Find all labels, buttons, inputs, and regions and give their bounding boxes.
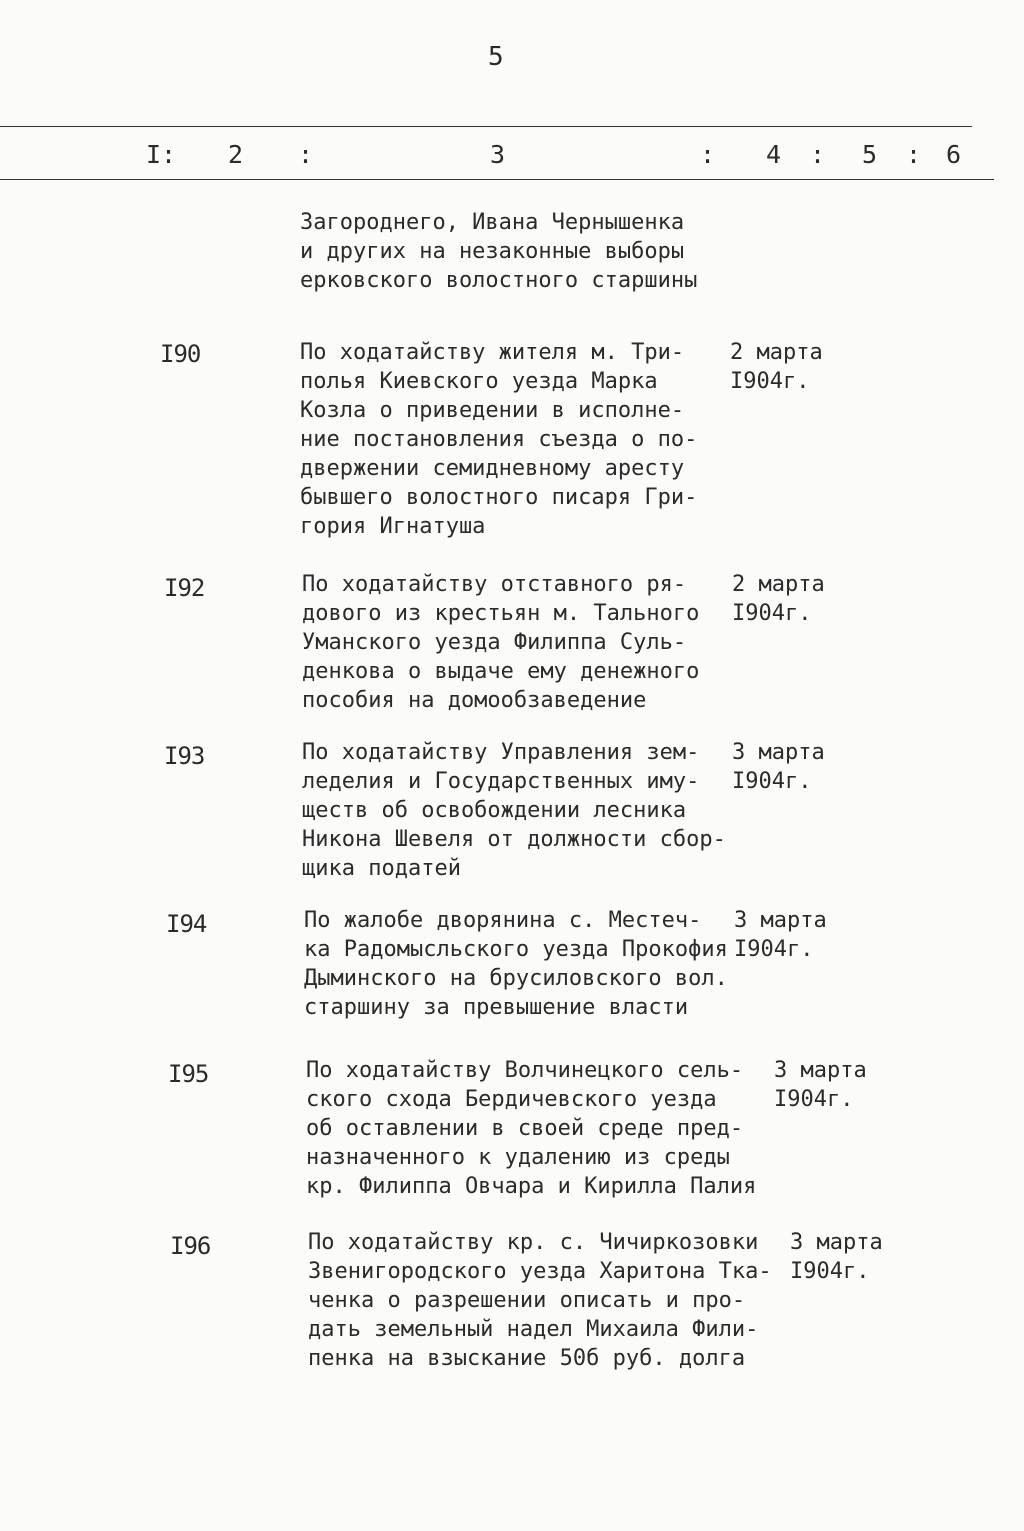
description-line: Уманского уезда Филиппа Суль- xyxy=(302,630,687,655)
description-line: Дыминского на брусиловского вол. xyxy=(304,966,728,991)
column-separator: : xyxy=(810,140,826,169)
description-line: гория Игнатуша xyxy=(300,514,486,539)
continuation-description xyxy=(300,208,697,295)
date-year: I904г. xyxy=(734,937,814,962)
entry-date xyxy=(730,338,823,396)
description-line: щика податей xyxy=(302,856,461,881)
column-separator: : xyxy=(906,140,922,169)
column-separator: : xyxy=(700,140,716,169)
description-line: ерковского волостного старшины xyxy=(300,268,698,293)
entry-description xyxy=(306,1056,756,1201)
description-line: двержении семидневному аресту xyxy=(300,456,685,481)
column-header-3: 3 xyxy=(490,140,506,169)
date-year: I904г. xyxy=(730,369,810,394)
description-line: ского схода Бердичевского уезда xyxy=(306,1087,717,1112)
entry-date xyxy=(732,570,825,628)
description-line: ществ об освобождении лесника xyxy=(302,798,687,823)
description-line: об оставлении в своей среде пред- xyxy=(306,1116,744,1141)
date-day: 2 марта xyxy=(730,340,823,365)
description-line: леделия и Государственных иму- xyxy=(302,769,700,794)
entry-description xyxy=(302,570,699,715)
description-line: дать земельный надел Михаила Фили- xyxy=(308,1317,759,1342)
description-line: и других на незаконные выборы xyxy=(300,239,685,264)
entry-number: I96 xyxy=(170,1232,211,1260)
column-header-2: 2 xyxy=(228,140,244,169)
entry-description xyxy=(302,738,726,883)
description-line: По жалобе дворянина с. Местеч- xyxy=(304,908,702,933)
description-line: Звенигородского уезда Харитона Тка- xyxy=(308,1259,772,1284)
column-header-5: 5 xyxy=(862,140,878,169)
description-line: денкова о выдаче ему денежного xyxy=(302,659,700,684)
entry-description xyxy=(308,1228,772,1373)
date-day: 3 марта xyxy=(734,908,827,933)
column-header-1: I: xyxy=(146,140,177,169)
date-day: 3 марта xyxy=(732,740,825,765)
entry-date xyxy=(774,1056,867,1114)
date-year: I904г. xyxy=(790,1259,870,1284)
entry-date xyxy=(790,1228,883,1286)
description-line: ние постановления съезда о по- xyxy=(300,427,698,452)
description-line: По ходатайству кр. с. Чичиркозовки xyxy=(308,1230,759,1255)
description-line: старшину за превышение власти xyxy=(304,995,689,1020)
entry-description xyxy=(304,906,728,1022)
column-header-4: 4 xyxy=(766,140,782,169)
entry-number: I95 xyxy=(168,1060,209,1088)
entry-date xyxy=(734,906,827,964)
entry-number: I93 xyxy=(164,742,205,770)
description-line: полья Киевского уезда Марка xyxy=(300,369,658,394)
description-line: ка Радомысльского уезда Прокофия xyxy=(304,937,728,962)
page-number: 5 xyxy=(488,42,504,72)
header-bottom-rule xyxy=(0,179,994,180)
header-top-rule xyxy=(0,126,972,127)
description-line: пособия на домообзаведение xyxy=(302,688,647,713)
date-year: I904г. xyxy=(732,769,812,794)
description-line: бывшего волостного писаря Гри- xyxy=(300,485,698,510)
description-line: По ходатайству жителя м. Три- xyxy=(300,340,685,365)
description-line: кр. Филиппа Овчара и Кирилла Палия xyxy=(306,1174,757,1199)
entry-date xyxy=(732,738,825,796)
date-year: I904г. xyxy=(774,1087,854,1112)
date-day: 2 марта xyxy=(732,572,825,597)
description-line: назначенного к удалению из среды xyxy=(306,1145,730,1170)
description-line: По ходатайству Волчинецкого сель- xyxy=(306,1058,744,1083)
description-line: ченка о разрешении описать и про- xyxy=(308,1288,746,1313)
description-line: По ходатайству отставного ря- xyxy=(302,572,687,597)
entry-number: I92 xyxy=(164,574,205,602)
description-line: По ходатайству Управления зем- xyxy=(302,740,700,765)
description-line: Козла о приведении в исполне- xyxy=(300,398,685,423)
date-day: 3 марта xyxy=(790,1230,883,1255)
description-line: пенка на взыскание 50б руб. долга xyxy=(308,1346,746,1371)
date-day: 3 марта xyxy=(774,1058,867,1083)
description-line: Загороднего, Ивана Чернышенка xyxy=(300,210,685,235)
column-separator: : xyxy=(298,140,314,169)
date-year: I904г. xyxy=(732,601,812,626)
description-line: Никона Шевеля от должности сбор- xyxy=(302,827,726,852)
column-header-6: 6 xyxy=(946,140,962,169)
description-line: дового из крестьян м. Тального xyxy=(302,601,700,626)
entry-description xyxy=(300,338,697,541)
entry-number: I94 xyxy=(166,910,207,938)
entry-number: I90 xyxy=(160,340,201,368)
